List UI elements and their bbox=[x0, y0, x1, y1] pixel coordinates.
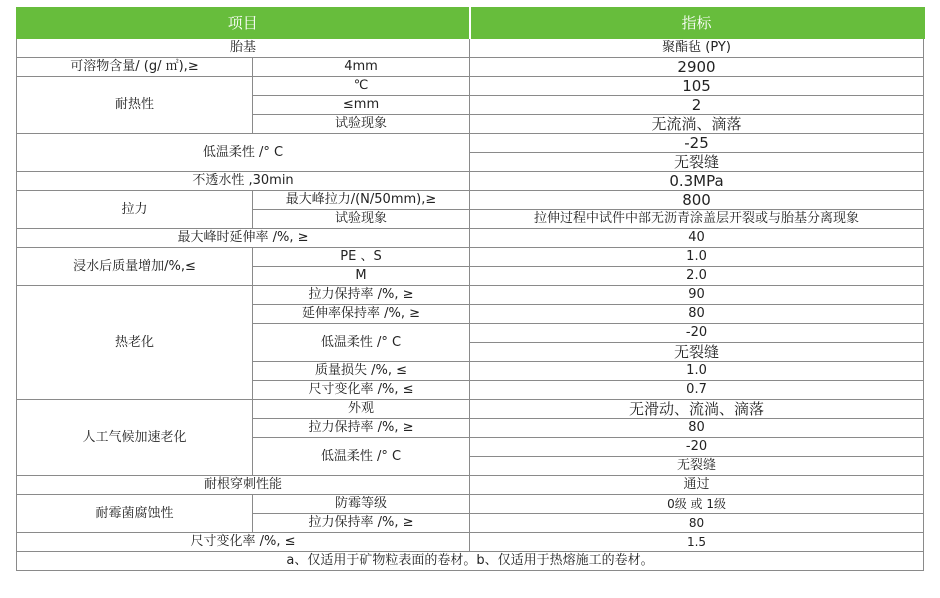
row-value: -25 bbox=[470, 134, 924, 153]
table-row bbox=[17, 229, 924, 248]
row-sublabel: 拉力保持率 /%, ≥ bbox=[253, 419, 470, 438]
table-row bbox=[17, 533, 924, 552]
table-row bbox=[17, 134, 924, 153]
table-row bbox=[17, 39, 924, 58]
row-sublabel: 拉力保持率 /%, ≥ bbox=[253, 286, 470, 305]
table-note-row bbox=[17, 552, 924, 571]
row-label: 热老化 bbox=[17, 286, 253, 400]
row-value: 80 bbox=[470, 419, 924, 438]
row-value: 无裂缝 bbox=[470, 343, 924, 362]
row-sublabel: 4mm bbox=[253, 58, 470, 77]
header-indicator: 指标 bbox=[470, 8, 924, 39]
row-sublabel: 质量损失 /%, ≤ bbox=[253, 362, 470, 381]
row-value: 105 bbox=[470, 77, 924, 96]
table-row bbox=[17, 476, 924, 495]
table-row bbox=[17, 248, 924, 267]
row-value: 90 bbox=[470, 286, 924, 305]
spec-table-wrapper bbox=[16, 7, 923, 571]
row-value: 2 bbox=[470, 96, 924, 115]
row-sublabel: PE 、S bbox=[253, 248, 470, 267]
row-label: 耐热性 bbox=[17, 77, 253, 134]
row-value: 拉伸过程中试件中部无沥青涂盖层开裂或与胎基分离现象 bbox=[470, 210, 924, 229]
table-row bbox=[17, 286, 924, 305]
row-value: 无裂缝 bbox=[470, 153, 924, 172]
row-value: 2900 bbox=[470, 58, 924, 77]
row-sublabel: 试验现象 bbox=[253, 210, 470, 229]
row-value: 0级 或 1级 bbox=[470, 495, 924, 514]
row-value: 40 bbox=[470, 229, 924, 248]
table-row bbox=[17, 172, 924, 191]
spec-table bbox=[16, 7, 925, 571]
header-item: 项目 bbox=[17, 8, 470, 39]
table-row bbox=[17, 495, 924, 514]
table-row bbox=[17, 77, 924, 96]
row-sublabel: 尺寸变化率 /%, ≤ bbox=[253, 381, 470, 400]
row-label: 拉力 bbox=[17, 191, 253, 229]
table-row bbox=[17, 58, 924, 77]
row-label: 低温柔性 /° C bbox=[17, 134, 470, 172]
row-sublabel: 拉力保持率 /%, ≥ bbox=[253, 514, 470, 533]
row-sublabel: 低温柔性 /° C bbox=[253, 324, 470, 362]
row-sublabel: ≤mm bbox=[253, 96, 470, 115]
row-label: 人工气候加速老化 bbox=[17, 400, 253, 476]
row-value: 2.0 bbox=[470, 267, 924, 286]
row-value: 80 bbox=[470, 305, 924, 324]
row-value: 1.0 bbox=[470, 248, 924, 267]
row-value: 0.7 bbox=[470, 381, 924, 400]
row-label: 最大峰时延伸率 /%, ≥ bbox=[17, 229, 470, 248]
row-sublabel: 延伸率保持率 /%, ≥ bbox=[253, 305, 470, 324]
row-value: 80 bbox=[470, 514, 924, 533]
table-row bbox=[17, 191, 924, 210]
row-value: 无流淌、滴落 bbox=[470, 115, 924, 134]
row-sublabel: M bbox=[253, 267, 470, 286]
table-row bbox=[17, 400, 924, 419]
row-sublabel: 试验现象 bbox=[253, 115, 470, 134]
row-sublabel: ℃ bbox=[253, 77, 470, 96]
row-sublabel: 低温柔性 /° C bbox=[253, 438, 470, 476]
row-label: 尺寸变化率 /%, ≤ bbox=[17, 533, 470, 552]
row-sublabel: 外观 bbox=[253, 400, 470, 419]
row-label: 可溶物含量/ (g/ ㎡),≥ bbox=[17, 58, 253, 77]
row-value: 通过 bbox=[470, 476, 924, 495]
row-label: 耐根穿刺性能 bbox=[17, 476, 470, 495]
row-value: 1.5 bbox=[470, 533, 924, 552]
row-label: 不透水性 ,30min bbox=[17, 172, 470, 191]
row-value: 800 bbox=[470, 191, 924, 210]
row-sublabel: 防霉等级 bbox=[253, 495, 470, 514]
row-value: 无滑动、流淌、滴落 bbox=[470, 400, 924, 419]
row-value: 聚酯毡 (PY) bbox=[470, 39, 924, 58]
row-value: 1.0 bbox=[470, 362, 924, 381]
table-footnote: a、仅适用于矿物粒表面的卷材。b、仅适用于热熔施工的卷材。 bbox=[17, 552, 924, 571]
row-sublabel: 最大峰拉力/(N/50mm),≥ bbox=[253, 191, 470, 210]
row-value: -20 bbox=[470, 438, 924, 457]
row-label: 耐霉菌腐蚀性 bbox=[17, 495, 253, 533]
row-label: 胎基 bbox=[17, 39, 470, 58]
row-value: 0.3MPa bbox=[470, 172, 924, 191]
row-label: 浸水后质量增加/%,≤ bbox=[17, 248, 253, 286]
table-header-row bbox=[17, 8, 924, 39]
row-value: 无裂缝 bbox=[470, 457, 924, 476]
row-value: -20 bbox=[470, 324, 924, 343]
